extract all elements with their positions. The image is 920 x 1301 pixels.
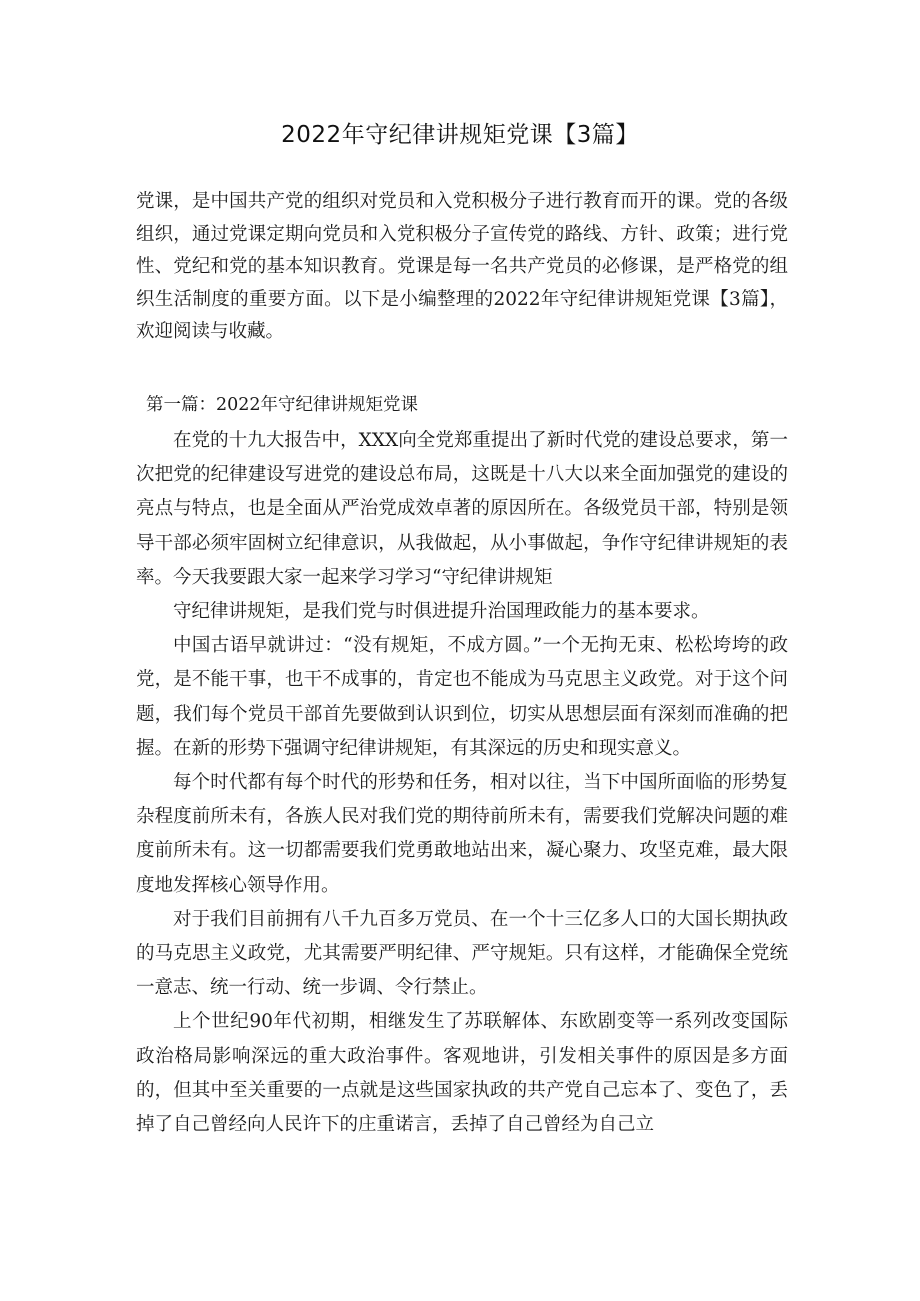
body-paragraph: 守纪律讲规矩，是我们党与时俱进提升治国理政能力的基本要求。 bbox=[173, 601, 710, 623]
body-paragraph: 每个时代都有每个时代的形势和任务，相对以往，当下中国所面临的形势复杂程度前所未有，各族人民对我们党的期待前所未有，需要我们党解决问题的难度前所未有。这一切都需要我们党勇敢地站出来，凝心聚力、攻坚克难，最大限度地发挥核心领导作用。 bbox=[136, 772, 788, 896]
body-paragraph: 中国古语早就讲过：“没有规矩，不成方圆。”一个无拘无束、松松垮垮的政党，是不能干事，也干不成事的，肯定也不能成为马克思主义政党。对于这个问题，我们每个党员干部首先要做到认识到位，切实从思想层面有深刻而准确的把握。在新的形势下强调守纪律讲规矩，有其深远的历史和现实意义。 bbox=[136, 635, 788, 759]
document-body bbox=[136, 424, 788, 1142]
page-title: 2022年守纪律讲规矩党课【3篇】 bbox=[281, 122, 639, 148]
intro-paragraph: 党课，是中国共产党的组织对党员和入党积极分子进行教育而开的课。党的各级组织，通过党课定期向党员和入党积极分子宣传党的路线、方针、政策；进行党性、党纪和党的基本知识教育。党课是每一名共产党员的必修课，是严格党的组织生活制度的重要方面。以下是小编整理的2022年守纪律讲规矩党课【3篇】，欢迎阅读与收藏。 bbox=[136, 191, 788, 343]
section-heading: 第一篇：2022年守纪律讲规矩党课 bbox=[146, 395, 419, 415]
body-paragraph: 上个世纪90年代初期，相继发生了苏联解体、东欧剧变等一系列改变国际政治格局影响深远的重大政治事件。客观地讲，引发相关事件的原因是多方面的，但其中至关重要的一点就是这些国家执政的共产党自己忘本了、变色了，丢掉了自己曾经向人民许下的庄重诺言，丢掉了自己曾经为自己立 bbox=[136, 1011, 788, 1136]
body-paragraph: 对于我们目前拥有八千九百多万党员、在一个十三亿多人口的大国长期执政的马克思主义政党，尤其需要严明纪律、严守规矩。只有这样，才能确保全党统一意志、统一行动、统一步调、令行禁止。 bbox=[136, 908, 788, 999]
body-paragraph: 在党的十九大报告中，XXX向全党郑重提出了新时代党的建设总要求，第一次把党的纪律建设写进党的建设总布局，这既是十八大以来全面加强党的建设的亮点与特点，也是全面从严治党成效卓著的原因所在。各级党员干部，特别是领导干部必须牢固树立纪律意识，从我做起，从小事做起，争作守纪律讲规矩的表率。今天我要跟大家一起来学习学习“守纪律讲规矩 bbox=[136, 430, 788, 588]
